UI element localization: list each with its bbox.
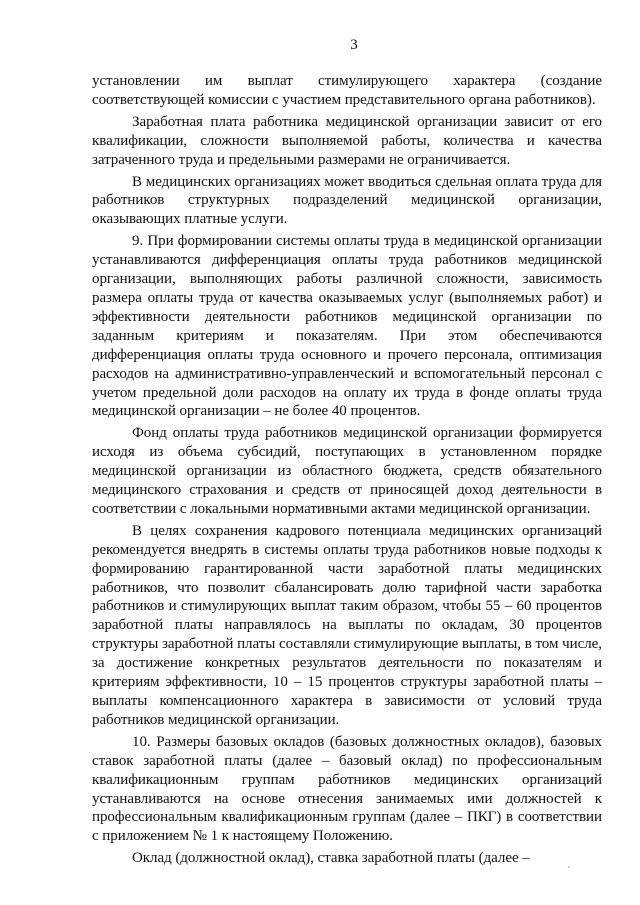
paragraph-piecework-pay: В медицинских организациях может вводиться сдельная оплата труда для работников структурных подразделений медицинской организации, оказывающих платные услуги. xyxy=(92,173,602,228)
paragraph-continuation: установлении им выплат стимулирующего характера (создание соответствующей комиссии с участием представительного органа работников). xyxy=(92,73,602,108)
paragraph-item-9: 9. При формировании системы оплаты труда в медицинской организации устанавливаются дифференциация оплаты труда работников медицинской организации, выполняющих работы различной сложности, зависимость размера оплаты труда от качества оказываемых услуг (выполняемых работ) и эффективности деятельности работников медицинской организации по заданным критериям и показателям. При этом обеспечиваются дифференциация оплаты труда основного и прочего персонала, оптимизация расходов на административно-управленческий и вспомогательный персонал с учетом предельной доли расходов на оплату их труда в фонде оплаты труда медицинской организации – не более 40 процентов. xyxy=(92,233,602,420)
paragraph-salary-dependence: Заработная плата работника медицинской организации зависит от его квалификации, сложности выполняемой работы, количества и качества затраченного труда и предельными размерами не ограничивается. xyxy=(92,113,602,168)
scan-speck xyxy=(568,866,570,868)
paragraph-payroll-fund: Фонд оплаты труда работников медицинской организации формируется исходя из объема субсидий, поступающих в установленном порядке медицинской организации из областного бюджета, средств обязательного медицинского страхования и средств от приносящей доход деятельности в соответствии с локальными нормативными актами медицинской организации. xyxy=(92,425,602,517)
paragraph-salary-definition: Оклад (должностной оклад), ставка заработной платы (далее – xyxy=(132,850,530,867)
paragraph-staff-retention: В целях сохранения кадрового потенциала медицинских организаций рекомендуется внедрять в системы оплаты труда работников новые подходы к формированию гарантированной части заработной платы медицинских работников, что позволит сбалансировать долю тарифной части заработка работников и стимулирующих выплат таким образом, чтобы 55 – 60 процентов заработной платы направлялось на выплаты по окладам, 30 процентов структуры заработной платы составляли стимулирующие выплаты, в том числе, за достижение конкретных результатов деятельности по показателям и критериям эффективности, 10 – 15 процентов структуры заработной платы – выплаты компенсационного характера в зависимости от условий труда работников медицинской организации. xyxy=(92,522,602,728)
page-number: 3 xyxy=(350,37,358,53)
paragraph-item-10: 10. Размеры базовых окладов (базовых должностных окладов), базовых ставок заработной платы (далее – базовый оклад) по профессиональным квалификационным группам работников медицинских организаций устанавливаются на основе отнесения занимаемых ими должностей к профессиональным квалификационным группам (далее – ПКГ) в соответствии с приложением № 1 к настоящему Положению. xyxy=(92,733,602,845)
